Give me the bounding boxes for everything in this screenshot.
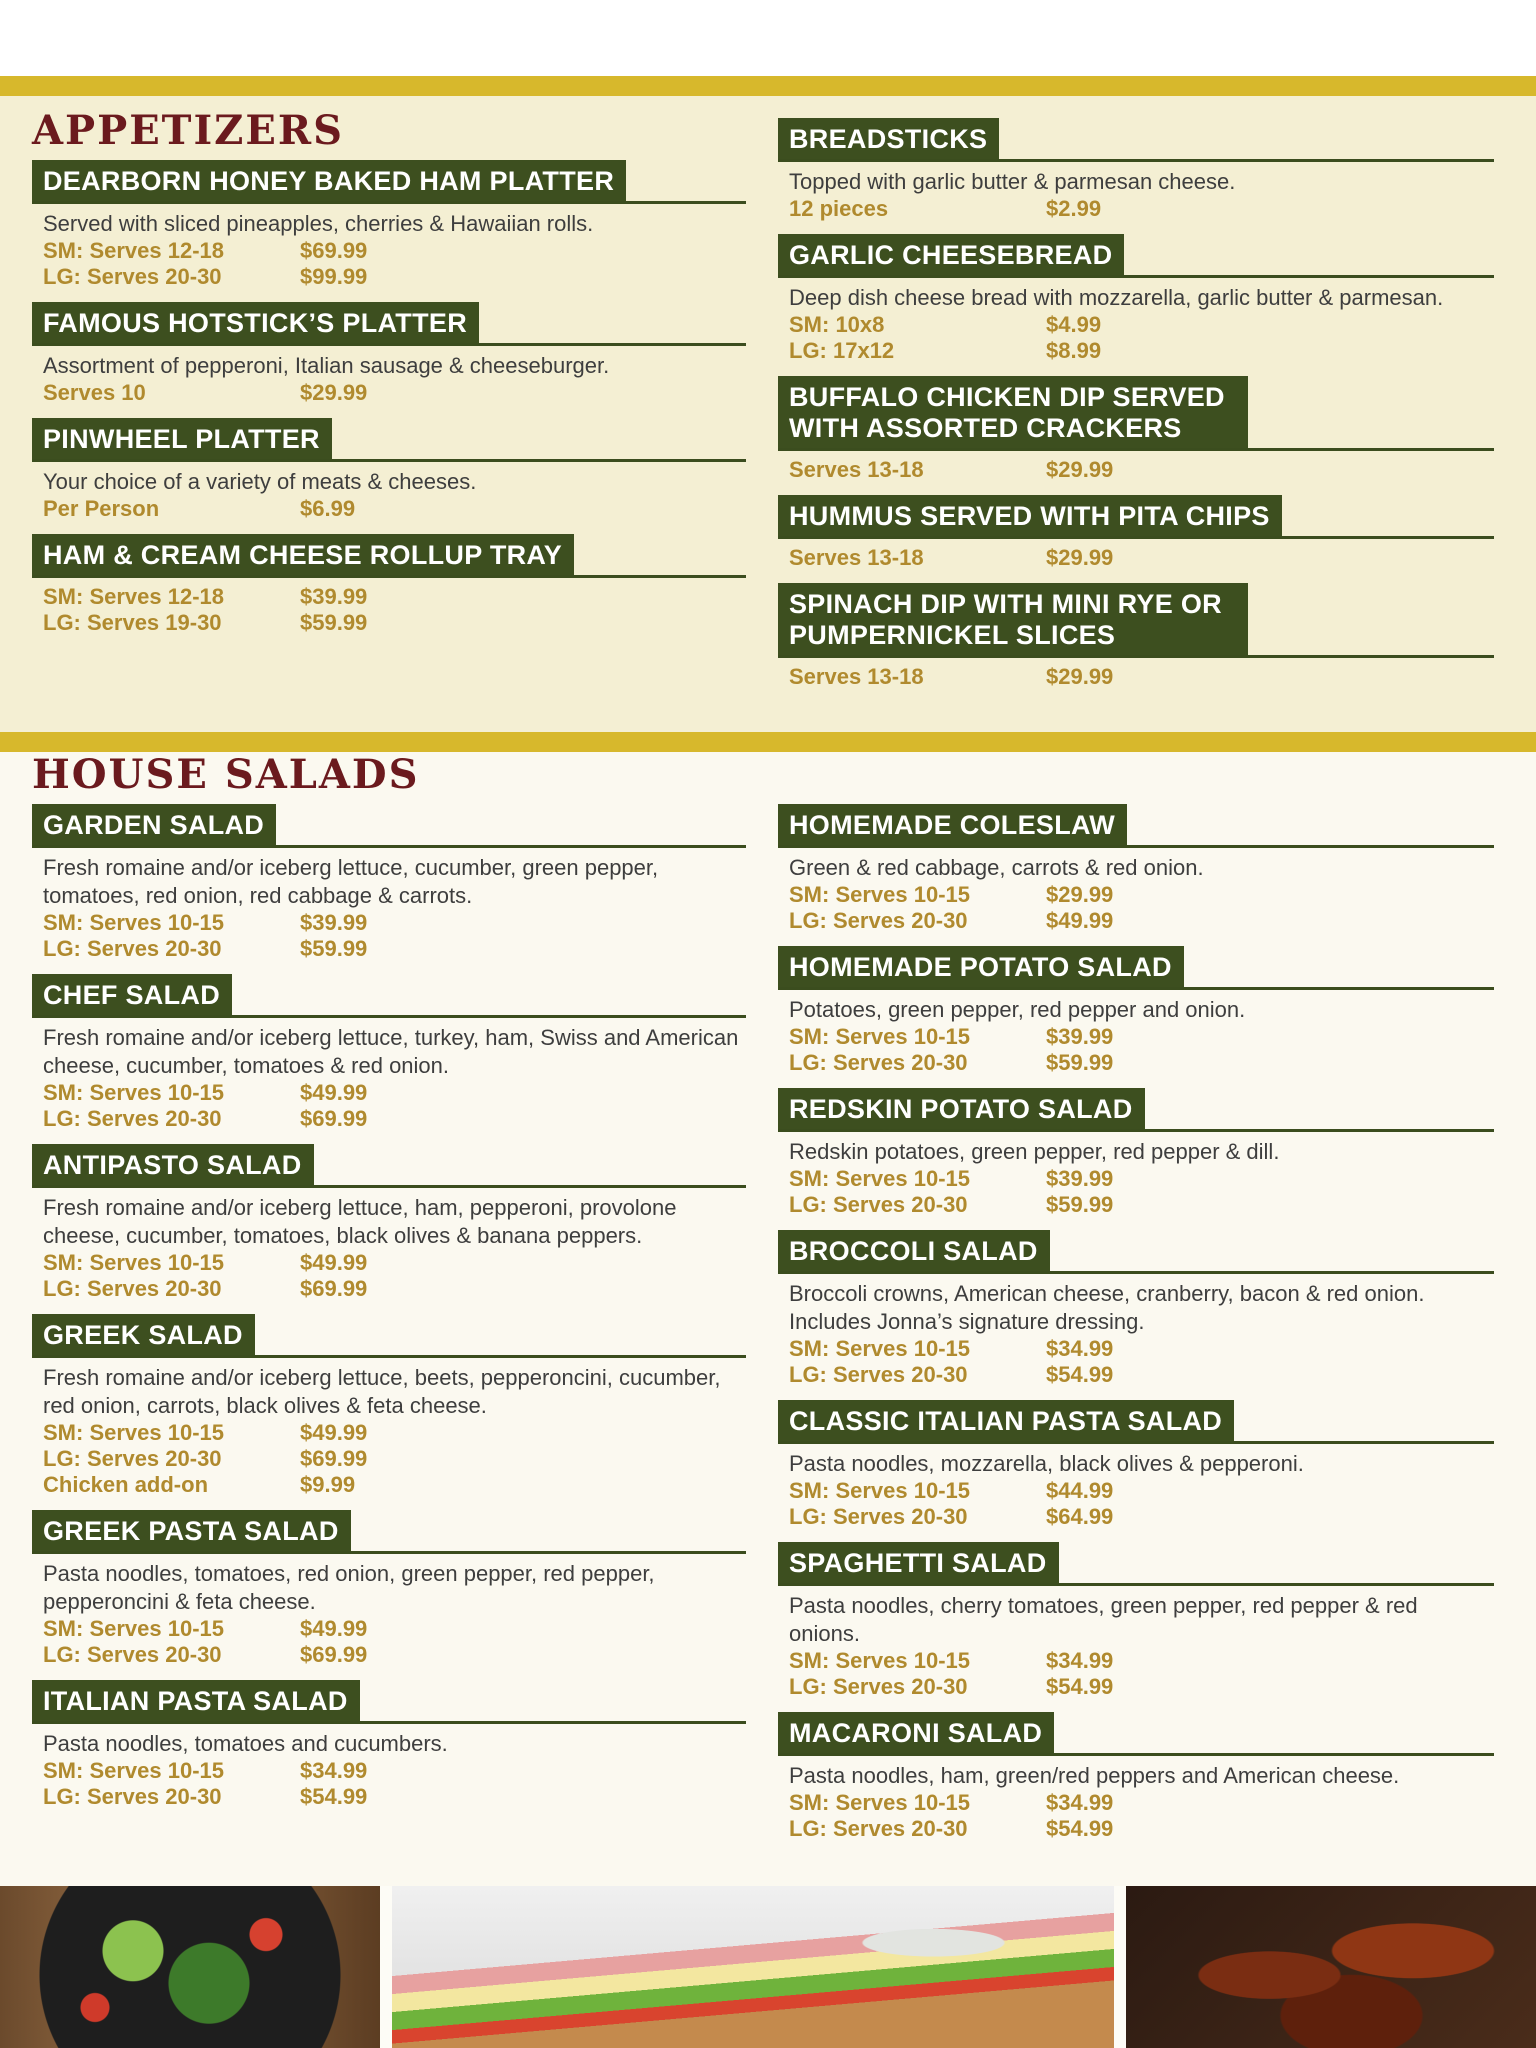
price-value: $49.99: [300, 1420, 368, 1445]
item-description: Pasta noodles, mozzarella, black olives & pepperoni.: [789, 1451, 1304, 1476]
price-value: $69.99: [300, 1106, 368, 1131]
item-header: [778, 1542, 1494, 1586]
serving-size-label: SM: Serves 10-15: [789, 1478, 970, 1503]
price-row: [778, 1478, 1494, 1504]
salad-menu-item: [778, 1542, 1494, 1700]
item-title: GREEK SALAD: [32, 1314, 255, 1355]
salad-menu-item: [778, 1712, 1494, 1842]
item-header: [32, 974, 746, 1018]
price-row: [778, 1192, 1494, 1218]
price-row: [32, 910, 746, 936]
item-header: [32, 1510, 746, 1554]
item-header: [32, 1680, 746, 1724]
item-header: [778, 376, 1494, 451]
price-row: [32, 264, 746, 290]
serving-size-label: SM: Serves 10-15: [43, 1420, 224, 1445]
serving-size-label: LG: Serves 20-30: [43, 1784, 222, 1809]
appetizer-menu-item: [778, 234, 1494, 364]
price-value: $6.99: [300, 496, 356, 521]
price-row: [32, 1758, 746, 1784]
price-row: [778, 1336, 1494, 1362]
serving-size-label: LG: Serves 20-30: [789, 1362, 968, 1387]
price-value: $54.99: [1046, 1816, 1114, 1841]
price-row: [32, 496, 746, 522]
price-value: $29.99: [300, 380, 368, 405]
sub-sandwich-photo: [392, 1886, 1114, 2048]
appetizer-menu-item: [778, 583, 1494, 690]
appetizers-right-column: [778, 118, 1494, 702]
item-title: BREADSTICKS: [778, 118, 999, 159]
price-row: [778, 545, 1494, 571]
price-value: $2.99: [1046, 196, 1102, 221]
item-description: Broccoli crowns, American cheese, cranberry, bacon & red onion. Includes Jonna’s signature dressing.: [789, 1281, 1425, 1334]
price-row: [778, 1790, 1494, 1816]
price-value: $39.99: [300, 910, 368, 935]
price-value: $69.99: [300, 1276, 368, 1301]
price-row: [32, 1420, 746, 1446]
price-value: $29.99: [1046, 457, 1114, 482]
serving-size-label: LG: Serves 19-30: [43, 610, 222, 635]
serving-size-label: SM: 10x8: [789, 312, 885, 337]
salad-menu-item: [778, 1088, 1494, 1218]
price-row: [778, 1362, 1494, 1388]
price-row: [778, 908, 1494, 934]
salad-menu-item: [778, 946, 1494, 1076]
price-value: $4.99: [1046, 312, 1102, 337]
item-header: [32, 804, 746, 848]
price-value: $39.99: [1046, 1166, 1114, 1191]
price-row: [32, 1276, 746, 1302]
item-title: BUFFALO CHICKEN DIP SERVED WITH ASSORTED CRACKERS: [778, 376, 1248, 448]
price-value: $44.99: [1046, 1478, 1114, 1503]
item-header: [778, 1230, 1494, 1274]
price-value: $29.99: [1046, 882, 1114, 907]
price-value: $99.99: [300, 264, 368, 289]
price-value: $49.99: [300, 1616, 368, 1641]
item-header: [778, 118, 1494, 162]
item-title: GREEK PASTA SALAD: [32, 1510, 351, 1551]
item-title: DEARBORN HONEY BAKED HAM PLATTER: [32, 160, 626, 201]
item-description: Potatoes, green pepper, red pepper and onion.: [789, 997, 1246, 1022]
item-description: Fresh romaine and/or iceberg lettuce, ham, pepperoni, provolone cheese, cucumber, tomatoes, black olives & banana peppers.: [43, 1195, 677, 1248]
price-row: [32, 1446, 746, 1472]
salad-menu-item: [32, 1144, 746, 1302]
item-description: Served with sliced pineapples, cherries & Hawaiian rolls.: [43, 211, 594, 236]
price-row: [32, 584, 746, 610]
price-value: $49.99: [1046, 908, 1114, 933]
salad-menu-item: [32, 1314, 746, 1498]
price-value: $54.99: [300, 1784, 368, 1809]
serving-size-label: SM: Serves 10-15: [789, 1648, 970, 1673]
appetizer-menu-item: [32, 418, 746, 522]
section-title-appetizers: APPETIZERS: [32, 107, 344, 154]
serving-size-label: Serves 13-18: [789, 545, 924, 570]
item-title: SPINACH DIP WITH MINI RYE OR PUMPERNICKEL SLICES: [778, 583, 1248, 655]
item-title: CHEF SALAD: [32, 974, 232, 1015]
item-description: Pasta noodles, ham, green/red peppers and American cheese.: [789, 1763, 1400, 1788]
item-header: [32, 1144, 746, 1188]
item-title: MACARONI SALAD: [778, 1712, 1054, 1753]
serving-size-label: Serves 13-18: [789, 664, 924, 689]
price-row: [32, 1642, 746, 1668]
item-title: FAMOUS HOTSTICK’S PLATTER: [32, 302, 479, 343]
serving-size-label: Serves 13-18: [789, 457, 924, 482]
item-title: ANTIPASTO SALAD: [32, 1144, 314, 1185]
price-value: $34.99: [1046, 1648, 1114, 1673]
price-value: $49.99: [300, 1250, 368, 1275]
item-description: Your choice of a variety of meats & cheeses.: [43, 469, 477, 494]
item-title: ITALIAN PASTA SALAD: [32, 1680, 360, 1721]
serving-size-label: LG: Serves 20-30: [789, 1192, 968, 1217]
price-row: [32, 1250, 746, 1276]
item-title: CLASSIC ITALIAN PASTA SALAD: [778, 1400, 1234, 1441]
item-title: REDSKIN POTATO SALAD: [778, 1088, 1145, 1129]
price-row: [32, 936, 746, 962]
price-value: $59.99: [1046, 1192, 1114, 1217]
serving-size-label: SM: Serves 10-15: [43, 1250, 224, 1275]
price-value: $54.99: [1046, 1674, 1114, 1699]
price-value: $49.99: [300, 1080, 368, 1105]
appetizer-menu-item: [32, 302, 746, 406]
item-description: Fresh romaine and/or iceberg lettuce, beets, pepperoncini, cucumber, red onion, carrots, black olives & feta cheese.: [43, 1365, 721, 1418]
price-value: $69.99: [300, 238, 368, 263]
gold-divider-middle: [0, 732, 1536, 752]
price-row: [778, 1050, 1494, 1076]
item-description: Redskin potatoes, green pepper, red pepper & dill.: [789, 1139, 1280, 1164]
price-row: [778, 1166, 1494, 1192]
salad-menu-item: [32, 804, 746, 962]
appetizer-menu-item: [778, 495, 1494, 571]
item-header: [32, 418, 746, 462]
price-row: [32, 238, 746, 264]
serving-size-label: Per Person: [43, 496, 160, 521]
item-header: [778, 946, 1494, 990]
salad-menu-item: [778, 1230, 1494, 1388]
price-row: [778, 457, 1494, 483]
serving-size-label: LG: Serves 20-30: [43, 936, 222, 961]
item-title: HOMEMADE POTATO SALAD: [778, 946, 1184, 987]
salad-menu-item: [32, 1680, 746, 1810]
item-description: Green & red cabbage, carrots & red onion.: [789, 855, 1204, 880]
price-row: [32, 610, 746, 636]
salad-menu-item: [778, 1400, 1494, 1530]
serving-size-label: SM: Serves 10-15: [789, 1166, 970, 1191]
serving-size-label: SM: Serves 10-15: [43, 1758, 224, 1783]
item-description: Pasta noodles, cherry tomatoes, green pepper, red pepper & red onions.: [789, 1593, 1418, 1646]
serving-size-label: LG: 17x12: [789, 338, 895, 363]
item-title: GARDEN SALAD: [32, 804, 276, 845]
serving-size-label: 12 pieces: [789, 196, 889, 221]
price-value: $34.99: [300, 1758, 368, 1783]
salads-left-column: [32, 752, 746, 1822]
price-value: $59.99: [300, 936, 368, 961]
price-row: [778, 196, 1494, 222]
section-title-house-salads: HOUSE SALADS: [32, 751, 420, 798]
serving-size-label: LG: Serves 20-30: [789, 908, 968, 933]
item-header: [32, 1314, 746, 1358]
item-description: Pasta noodles, tomatoes and cucumbers.: [43, 1731, 448, 1756]
appetizer-menu-item: [32, 534, 746, 636]
item-description: Fresh romaine and/or iceberg lettuce, cucumber, green pepper, tomatoes, red onion, red cabbage & carrots.: [43, 855, 659, 908]
salads-right-column: [778, 804, 1494, 1854]
serving-size-label: LG: Serves 20-30: [789, 1050, 968, 1075]
item-header: [778, 1712, 1494, 1756]
item-title: HUMMUS SERVED WITH PITA CHIPS: [778, 495, 1282, 536]
appetizer-menu-item: [32, 160, 746, 290]
price-row: [778, 338, 1494, 364]
price-value: $8.99: [1046, 338, 1102, 363]
serving-size-label: LG: Serves 20-30: [789, 1816, 968, 1841]
price-value: $34.99: [1046, 1790, 1114, 1815]
price-row: [32, 1080, 746, 1106]
item-header: [778, 1088, 1494, 1132]
price-row: [778, 1504, 1494, 1530]
appetizer-menu-item: [778, 376, 1494, 483]
price-row: [32, 380, 746, 406]
salad-menu-item: [32, 1510, 746, 1668]
item-header: [778, 583, 1494, 658]
salad-menu-item: [32, 974, 746, 1132]
item-header: [778, 1400, 1494, 1444]
serving-size-label: SM: Serves 10-15: [789, 1790, 970, 1815]
serving-size-label: LG: Serves 20-30: [43, 1276, 222, 1301]
item-description: Assortment of pepperoni, Italian sausage & cheeseburger.: [43, 353, 610, 378]
price-value: $9.99: [300, 1472, 356, 1497]
item-header: [32, 160, 746, 204]
price-value: $59.99: [300, 610, 368, 635]
salad-menu-item: [778, 804, 1494, 934]
price-row: [778, 1816, 1494, 1842]
top-margin: [0, 0, 1536, 76]
item-header: [32, 302, 746, 346]
serving-size-label: SM: Serves 10-15: [789, 1336, 970, 1361]
price-row: [778, 882, 1494, 908]
item-title: HOMEMADE COLESLAW: [778, 804, 1127, 845]
appetizers-left-column: [32, 108, 746, 648]
price-value: $54.99: [1046, 1362, 1114, 1387]
item-header: [778, 495, 1494, 539]
appetizer-menu-item: [778, 118, 1494, 222]
price-value: $34.99: [1046, 1336, 1114, 1361]
price-value: $29.99: [1046, 664, 1114, 689]
price-row: [778, 664, 1494, 690]
serving-size-label: LG: Serves 20-30: [789, 1504, 968, 1529]
serving-size-label: SM: Serves 10-15: [43, 910, 224, 935]
item-title: SPAGHETTI SALAD: [778, 1542, 1059, 1583]
price-value: $69.99: [300, 1642, 368, 1667]
price-value: $39.99: [1046, 1024, 1114, 1049]
serving-size-label: SM: Serves 10-15: [43, 1080, 224, 1105]
price-value: $69.99: [300, 1446, 368, 1471]
price-row: [32, 1784, 746, 1810]
item-header: [778, 804, 1494, 848]
item-header: [778, 234, 1494, 278]
price-row: [778, 1674, 1494, 1700]
serving-size-label: Serves 10: [43, 380, 146, 405]
serving-size-label: SM: Serves 10-15: [789, 882, 970, 907]
serving-size-label: SM: Serves 10-15: [43, 1616, 224, 1641]
gold-divider-top: [0, 76, 1536, 96]
item-description: Fresh romaine and/or iceberg lettuce, turkey, ham, Swiss and American cheese, cucumber, tomatoes & red onion.: [43, 1025, 739, 1078]
serving-size-label: LG: Serves 20-30: [43, 1106, 222, 1131]
serving-size-label: Chicken add-on: [43, 1472, 209, 1497]
item-title: BROCCOLI SALAD: [778, 1230, 1050, 1271]
chicken-wings-photo: [1126, 1886, 1536, 2048]
price-row: [778, 312, 1494, 338]
price-value: $64.99: [1046, 1504, 1114, 1529]
price-row: [32, 1106, 746, 1132]
item-title: HAM & CREAM CHEESE ROLLUP TRAY: [32, 534, 574, 575]
item-description: Pasta noodles, tomatoes, red onion, green pepper, red pepper, pepperoncini & feta cheese.: [43, 1561, 655, 1614]
salad-photo: [0, 1886, 380, 2048]
serving-size-label: SM: Serves 10-15: [789, 1024, 970, 1049]
item-description: Topped with garlic butter & parmesan cheese.: [789, 169, 1236, 194]
serving-size-label: SM: Serves 12-18: [43, 584, 224, 609]
price-row: [778, 1648, 1494, 1674]
serving-size-label: SM: Serves 12-18: [43, 238, 224, 263]
item-title: PINWHEEL PLATTER: [32, 418, 332, 459]
serving-size-label: LG: Serves 20-30: [789, 1674, 968, 1699]
item-description: Deep dish cheese bread with mozzarella, garlic butter & parmesan.: [789, 285, 1444, 310]
price-value: $29.99: [1046, 545, 1114, 570]
price-row: [32, 1472, 746, 1498]
serving-size-label: LG: Serves 20-30: [43, 1642, 222, 1667]
serving-size-label: LG: Serves 20-30: [43, 1446, 222, 1471]
price-value: $59.99: [1046, 1050, 1114, 1075]
serving-size-label: LG: Serves 20-30: [43, 264, 222, 289]
item-title: GARLIC CHEESEBREAD: [778, 234, 1124, 275]
price-row: [32, 1616, 746, 1642]
item-header: [32, 534, 746, 578]
price-row: [778, 1024, 1494, 1050]
price-value: $39.99: [300, 584, 368, 609]
